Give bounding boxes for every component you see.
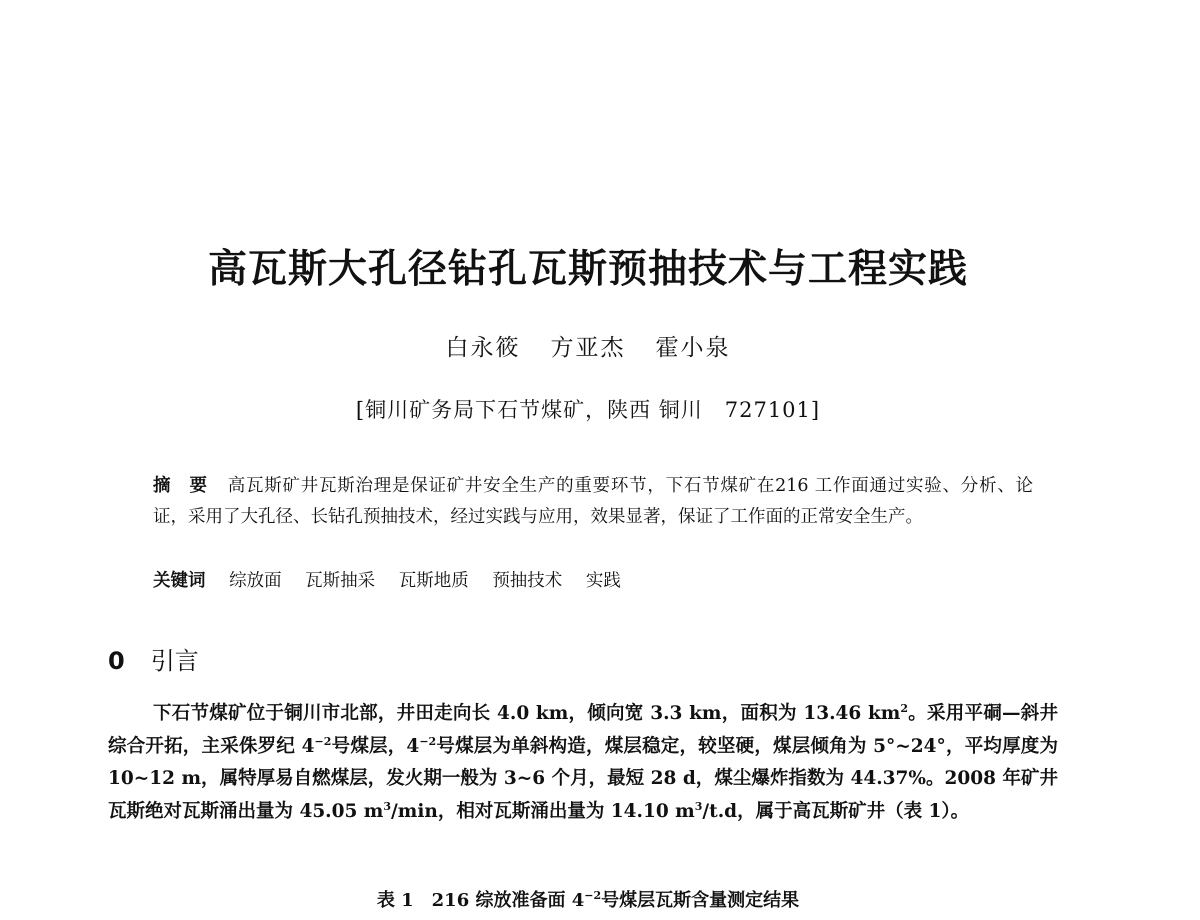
keyword: 综放面 (229, 571, 282, 591)
author-name: 霍小泉 (655, 335, 731, 361)
body-text-run: 号煤层，4 (331, 735, 420, 757)
body-text-run: 下石节煤矿位于铜川市北部，井田走向长 4.0 km，倾向宽 3.3 km，面积为 13.46 km (153, 703, 901, 724)
body-text-run: /t.d，属于高瓦斯矿井（表 1）。 (702, 800, 970, 822)
keyword: 瓦斯地质 (398, 571, 469, 591)
superscript: 3 (383, 799, 392, 813)
section-number: 0 (108, 647, 125, 675)
paper-title: 高瓦斯大孔径钻孔瓦斯预抽技术与工程实践 (207, 247, 968, 292)
section-title: 引言 (150, 647, 199, 675)
keywords-label: 关键词 (153, 571, 206, 591)
abstract-label: 摘 要 (153, 476, 208, 496)
superscript: −2 (584, 889, 602, 902)
superscript: −2 (314, 734, 332, 748)
body-text-run: /min，相对瓦斯涌出量为 14.10 m (391, 800, 695, 822)
superscript: 2 (900, 701, 909, 715)
author-name: 白永筱 (445, 335, 521, 361)
table-caption (0, 886, 1176, 916)
keyword: 实践 (585, 571, 621, 591)
body-text-run: 。采用平硐—斜井综合开拓，主采侏罗纪 4 (108, 703, 1058, 757)
abstract (153, 471, 1033, 533)
abstract-text: 高瓦斯矿井瓦斯治理是保证矿井安全生产的重要环节，下石节煤矿在216 工作面通过实验、分析、论证，采用了大孔径、长钻孔预抽技术，经过实践与应用，效果显著，保证了工作面的正常安全生产。 (153, 476, 1034, 527)
superscript: −2 (419, 734, 437, 748)
keywords (153, 566, 1033, 597)
body-text-run: 号煤层为单斜构造，煤层稳定，较坚硬，煤层倾角为 5°~24°，平均厚度为 10~12 m，属特厚易自燃煤层，发火期一般为 3~6 个月，最短 28 d，煤尘爆炸指数为 44.37%。2008 年矿井瓦斯绝对瓦斯涌出量为 45.05 m (108, 735, 1059, 822)
affiliation: [铜川矿务局下石节煤矿，陕西 铜川 727101] (355, 398, 821, 422)
superscript: 3 (694, 799, 703, 813)
table-caption-text: 号煤层瓦斯含量测定结果 (601, 890, 800, 911)
body-paragraph (108, 698, 1058, 828)
table-caption-label: 表 1 (376, 890, 414, 911)
section-heading (108, 644, 199, 678)
table-caption-text: 216 综放准备面 4 (431, 890, 585, 911)
keyword: 预抽技术 (492, 571, 563, 591)
author-name: 方亚杰 (550, 335, 626, 361)
author-list (0, 331, 1176, 365)
keyword: 瓦斯抽采 (305, 571, 376, 591)
